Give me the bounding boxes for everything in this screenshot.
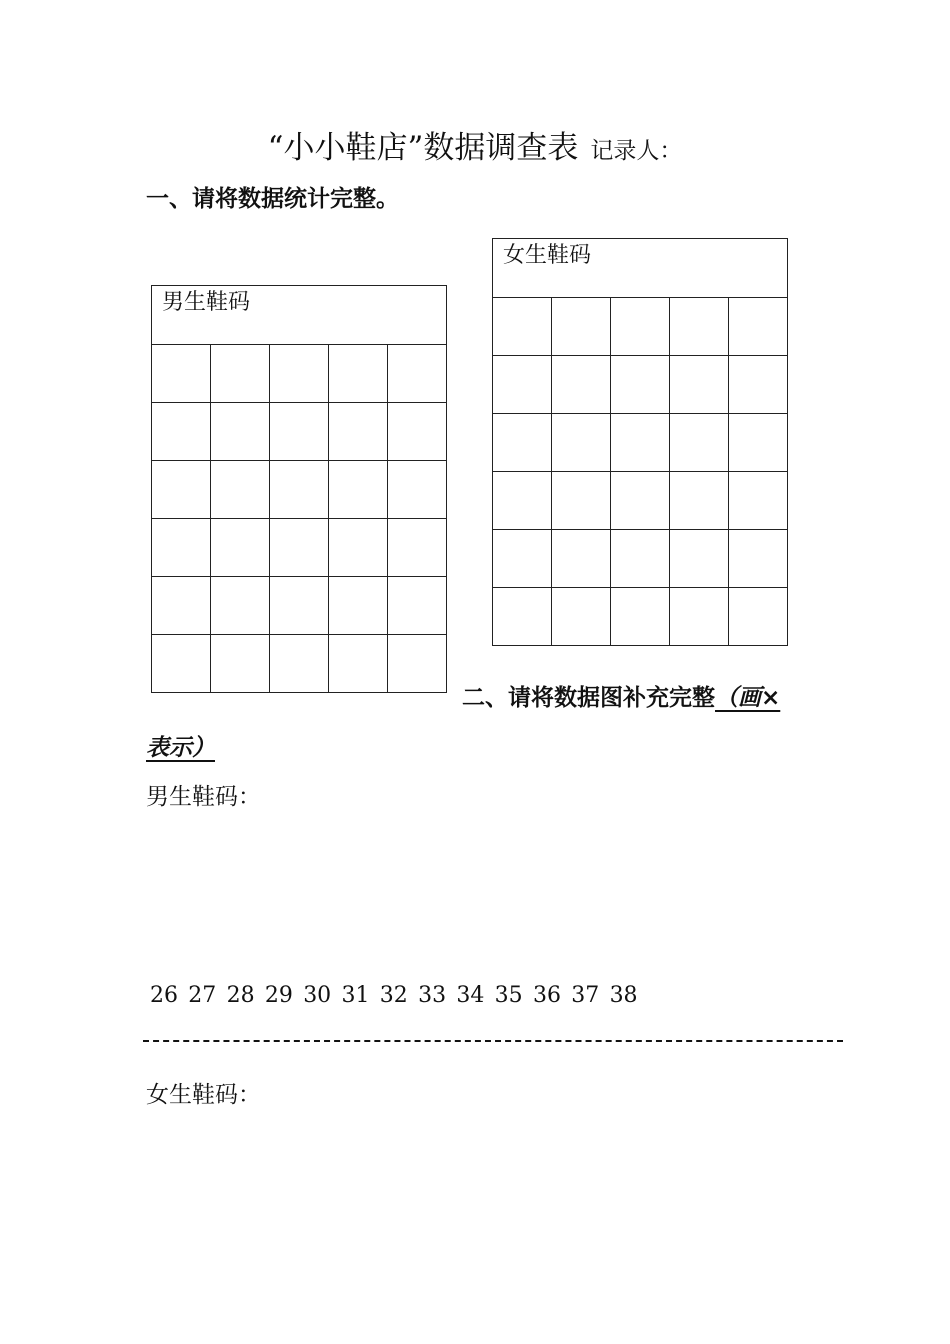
axis-tick-label: 37 xyxy=(571,983,600,1008)
table-cell[interactable] xyxy=(388,461,447,519)
table-cell[interactable] xyxy=(493,530,552,588)
table-cell[interactable] xyxy=(388,519,447,577)
table-cell[interactable] xyxy=(388,345,447,403)
table-row xyxy=(493,472,788,530)
section2-heading xyxy=(462,683,780,713)
boys-shoe-size-table xyxy=(151,285,447,693)
table-cell[interactable] xyxy=(270,577,329,635)
section2-note-continuation xyxy=(146,733,215,763)
table-cell[interactable] xyxy=(670,356,729,414)
table-cell[interactable] xyxy=(493,414,552,472)
table-cell[interactable] xyxy=(270,519,329,577)
table-row xyxy=(152,577,447,635)
table-cell[interactable] xyxy=(152,577,211,635)
table-cell[interactable] xyxy=(670,530,729,588)
axis-tick-label: 33 xyxy=(418,983,447,1008)
table-cell[interactable] xyxy=(552,298,611,356)
girls-table-header: 女生鞋码 xyxy=(493,239,788,298)
table-row xyxy=(493,298,788,356)
table-cell[interactable] xyxy=(552,472,611,530)
table-cell[interactable] xyxy=(388,403,447,461)
boys-table-body xyxy=(152,345,447,693)
shoe-size-axis xyxy=(150,981,648,1011)
axis-tick-label: 28 xyxy=(226,983,255,1008)
girls-shoe-size-table xyxy=(492,238,788,646)
table-cell[interactable] xyxy=(211,577,270,635)
table-cell[interactable] xyxy=(611,414,670,472)
table-cell[interactable] xyxy=(270,345,329,403)
table-cell[interactable] xyxy=(611,588,670,646)
table-cell[interactable] xyxy=(329,577,388,635)
table-cell[interactable] xyxy=(670,298,729,356)
table-cell[interactable] xyxy=(152,519,211,577)
axis-tick-label: 31 xyxy=(341,983,370,1008)
table-cell[interactable] xyxy=(670,472,729,530)
table-cell[interactable] xyxy=(152,345,211,403)
table-cell[interactable] xyxy=(611,356,670,414)
table-cell[interactable] xyxy=(729,472,788,530)
table-cell[interactable] xyxy=(211,461,270,519)
girls-table-body xyxy=(493,298,788,646)
axis-tick-label: 34 xyxy=(456,983,485,1008)
table-cell[interactable] xyxy=(552,356,611,414)
table-cell[interactable] xyxy=(552,588,611,646)
axis-tick-label: 29 xyxy=(264,983,293,1008)
table-row xyxy=(493,588,788,646)
table-cell[interactable] xyxy=(552,530,611,588)
axis-tick-label: 30 xyxy=(303,983,332,1008)
table-cell[interactable] xyxy=(388,635,447,693)
axis-tick-label: 38 xyxy=(609,983,638,1008)
boys-table-header: 男生鞋码 xyxy=(152,286,447,345)
table-row xyxy=(152,403,447,461)
section2-heading-text: 二、请将数据图补充完整 xyxy=(462,685,715,711)
girls-chart-label: 女生鞋码： xyxy=(146,1082,261,1108)
table-cell[interactable] xyxy=(670,414,729,472)
table-cell[interactable] xyxy=(152,403,211,461)
boys-chart-label: 男生鞋码： xyxy=(146,784,261,810)
table-row xyxy=(152,519,447,577)
table-cell[interactable] xyxy=(329,519,388,577)
axis-tick-label: 32 xyxy=(379,983,408,1008)
table-cell[interactable] xyxy=(493,356,552,414)
table-row xyxy=(493,356,788,414)
table-cell[interactable] xyxy=(329,635,388,693)
table-cell[interactable] xyxy=(729,356,788,414)
axis-tick-label: 26 xyxy=(150,983,178,1008)
table-cell[interactable] xyxy=(270,403,329,461)
axis-tick-label: 36 xyxy=(532,983,561,1008)
section2-note-part1: （画× xyxy=(715,685,781,711)
table-cell[interactable] xyxy=(729,588,788,646)
table-cell[interactable] xyxy=(493,472,552,530)
page-title xyxy=(0,128,950,171)
table-cell[interactable] xyxy=(729,530,788,588)
table-cell[interactable] xyxy=(611,472,670,530)
table-cell[interactable] xyxy=(329,403,388,461)
table-cell[interactable] xyxy=(152,635,211,693)
table-row xyxy=(493,414,788,472)
recorder-label: 记录人： xyxy=(590,138,683,164)
table-cell[interactable] xyxy=(211,519,270,577)
table-cell[interactable] xyxy=(211,635,270,693)
table-cell[interactable] xyxy=(552,414,611,472)
section2-note-part2: 表示） xyxy=(146,735,215,761)
table-cell[interactable] xyxy=(388,577,447,635)
table-cell[interactable] xyxy=(211,345,270,403)
table-cell[interactable] xyxy=(493,298,552,356)
table-cell[interactable] xyxy=(329,461,388,519)
section1-heading: 一、请将数据统计完整。 xyxy=(146,186,399,212)
table-cell[interactable] xyxy=(670,588,729,646)
dashed-divider xyxy=(143,1040,843,1042)
table-row xyxy=(493,530,788,588)
table-cell[interactable] xyxy=(611,298,670,356)
table-cell[interactable] xyxy=(270,635,329,693)
table-cell[interactable] xyxy=(493,588,552,646)
axis-tick-label: 35 xyxy=(494,983,523,1008)
table-cell[interactable] xyxy=(270,461,329,519)
table-cell[interactable] xyxy=(329,345,388,403)
table-row xyxy=(152,635,447,693)
table-cell[interactable] xyxy=(729,414,788,472)
title-text: “小小鞋店”数据调查表 xyxy=(267,130,579,166)
table-cell[interactable] xyxy=(211,403,270,461)
axis-tick-label: 27 xyxy=(188,983,217,1008)
table-row xyxy=(152,345,447,403)
table-row xyxy=(152,461,447,519)
table-cell[interactable] xyxy=(611,530,670,588)
table-cell[interactable] xyxy=(152,461,211,519)
table-cell[interactable] xyxy=(729,298,788,356)
